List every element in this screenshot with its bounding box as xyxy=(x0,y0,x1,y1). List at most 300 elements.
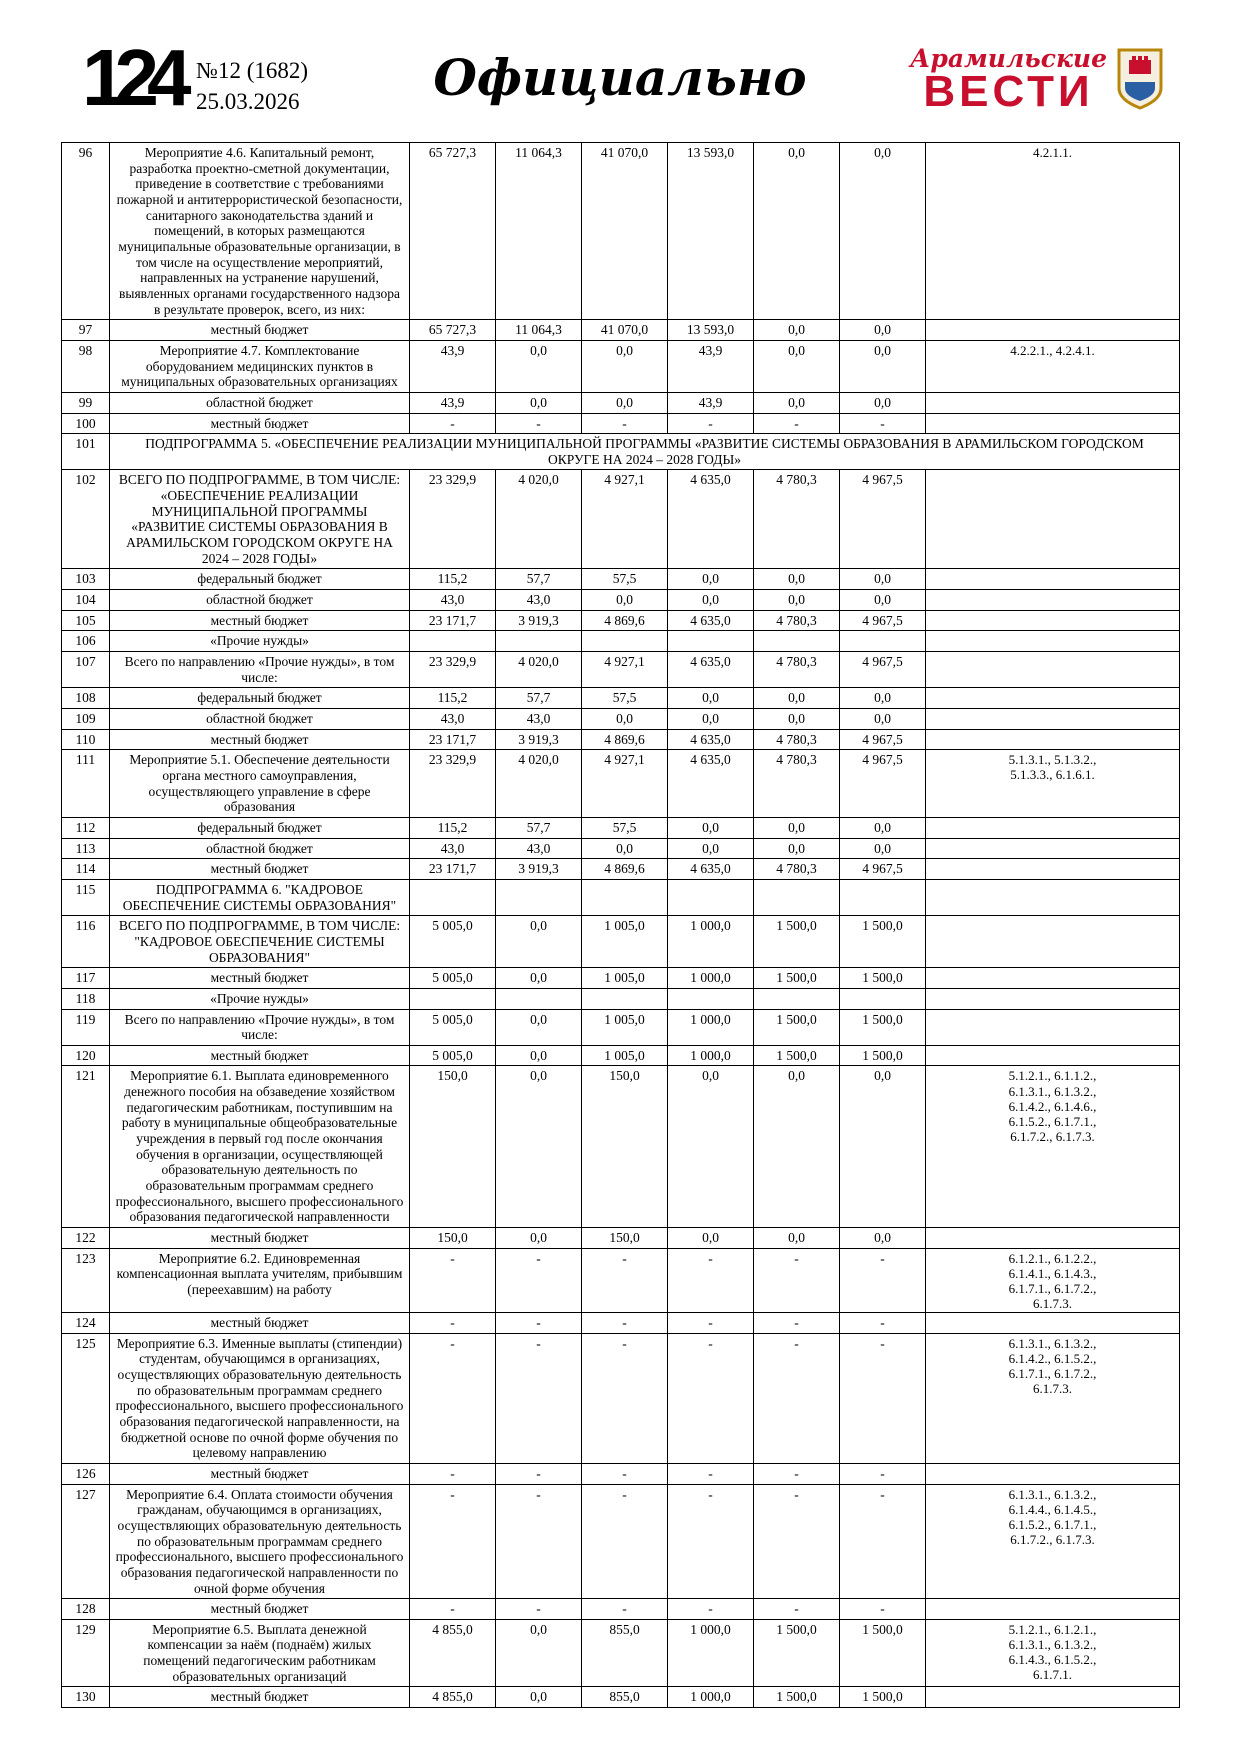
value-cell: 150,0 xyxy=(410,1066,496,1228)
budget-table xyxy=(61,142,1180,1708)
value-cell: 0,0 xyxy=(582,590,668,611)
description-cell: местный бюджет xyxy=(110,1045,410,1066)
value-cell: - xyxy=(840,413,926,434)
value-cell: - xyxy=(496,1333,582,1463)
value-cell: 23 171,7 xyxy=(410,729,496,750)
value-cell: 3 919,3 xyxy=(496,729,582,750)
table-row xyxy=(62,631,1180,652)
codes-cell xyxy=(926,652,1180,688)
description-cell: областной бюджет xyxy=(110,838,410,859)
codes-cell xyxy=(926,631,1180,652)
codes-cell xyxy=(926,320,1180,341)
value-cell: 0,0 xyxy=(754,392,840,413)
description-cell: ПОДПРОГРАММА 6. "КАДРОВОЕ ОБЕСПЕЧЕНИЕ СИСТЕМЫ ОБРАЗОВАНИЯ" xyxy=(110,879,410,915)
table-row xyxy=(62,470,1180,569)
value-cell: - xyxy=(582,1248,668,1312)
value-cell: - xyxy=(668,1463,754,1484)
value-cell: - xyxy=(410,1248,496,1312)
value-cell: - xyxy=(582,1333,668,1463)
value-cell xyxy=(582,988,668,1009)
codes-text: 6.1.3.1., 6.1.3.2., 6.1.4.4., 6.1.4.5., 6.1.5.2., 6.1.7.1., 6.1.7.2., 6.1.7.3. xyxy=(1008,1486,1097,1547)
value-cell: 0,0 xyxy=(668,590,754,611)
row-number-cell: 127 xyxy=(62,1484,110,1599)
value-cell: 4 967,5 xyxy=(840,470,926,569)
value-cell: 4 635,0 xyxy=(668,750,754,818)
description-cell: Мероприятие 4.6. Капитальный ремонт, разработка проектно-сметной документации, приведение в соответствие с требованиями пожарной и антитеррористической безопасности, санитарного законодательства зданий и помещений, в которых размещаются муниципальные образовательные организации, в том числе на осуществление мероприятий, направленных на устранение нарушений, выявленных органами государственного надзора в результате проверок, всего, из них: xyxy=(110,143,410,320)
value-cell: 1 500,0 xyxy=(840,916,926,968)
value-cell: - xyxy=(668,1484,754,1599)
codes-cell xyxy=(926,1248,1180,1312)
value-cell: 0,0 xyxy=(840,590,926,611)
row-number-cell: 130 xyxy=(62,1687,110,1708)
value-cell: 4 780,3 xyxy=(754,610,840,631)
value-cell: - xyxy=(840,1599,926,1620)
value-cell: 150,0 xyxy=(582,1228,668,1249)
codes-cell xyxy=(926,1045,1180,1066)
issue-info xyxy=(196,55,308,117)
description-cell: местный бюджет xyxy=(110,320,410,341)
description-cell: местный бюджет xyxy=(110,729,410,750)
value-cell xyxy=(840,631,926,652)
value-cell: - xyxy=(668,1248,754,1312)
value-cell: 5 005,0 xyxy=(410,916,496,968)
row-number-cell: 126 xyxy=(62,1463,110,1484)
value-cell: 23 329,9 xyxy=(410,750,496,818)
value-cell: - xyxy=(840,1333,926,1463)
value-cell xyxy=(668,631,754,652)
row-number-cell: 124 xyxy=(62,1313,110,1334)
value-cell: - xyxy=(840,1484,926,1599)
value-cell: 5 005,0 xyxy=(410,1045,496,1066)
codes-cell xyxy=(926,750,1180,818)
table-row xyxy=(62,709,1180,730)
table-row xyxy=(62,340,1180,392)
value-cell: 0,0 xyxy=(668,709,754,730)
value-cell: 4 020,0 xyxy=(496,750,582,818)
description-cell: местный бюджет xyxy=(110,859,410,880)
table-row xyxy=(62,434,1180,470)
value-cell: 0,0 xyxy=(754,709,840,730)
value-cell: 0,0 xyxy=(754,1228,840,1249)
value-cell: 1 005,0 xyxy=(582,916,668,968)
value-cell: 57,5 xyxy=(582,817,668,838)
table-row xyxy=(62,988,1180,1009)
row-number-cell: 106 xyxy=(62,631,110,652)
value-cell: 1 500,0 xyxy=(840,1687,926,1708)
value-cell: 1 005,0 xyxy=(582,968,668,989)
codes-cell xyxy=(926,1066,1180,1228)
description-cell: федеральный бюджет xyxy=(110,817,410,838)
description-cell: федеральный бюджет xyxy=(110,688,410,709)
value-cell: 4 635,0 xyxy=(668,729,754,750)
value-cell: 1 500,0 xyxy=(754,968,840,989)
row-number-cell: 112 xyxy=(62,817,110,838)
codes-text: 4.2.2.1., 4.2.4.1. xyxy=(1010,342,1095,358)
value-cell: 1 500,0 xyxy=(840,968,926,989)
table-row xyxy=(62,392,1180,413)
codes-cell xyxy=(926,340,1180,392)
value-cell: 1 000,0 xyxy=(668,1009,754,1045)
value-cell: 5 005,0 xyxy=(410,968,496,989)
row-number-cell: 113 xyxy=(62,838,110,859)
value-cell: 0,0 xyxy=(668,1228,754,1249)
value-cell: - xyxy=(582,1599,668,1620)
value-cell: 57,7 xyxy=(496,817,582,838)
description-cell: Мероприятие 6.3. Именные выплаты (стипендии) студентам, обучающимся в организациях, осуществляющих образовательную деятельность по образовательным программам среднего профессионального, высшего профессионального образования педагогической направленности, на бюджетной основе по очной форме обучения по целевому направлению xyxy=(110,1333,410,1463)
value-cell: 4 967,5 xyxy=(840,729,926,750)
row-number-cell: 123 xyxy=(62,1248,110,1312)
codes-cell xyxy=(926,1484,1180,1599)
value-cell: - xyxy=(668,1333,754,1463)
value-cell: 23 329,9 xyxy=(410,470,496,569)
value-cell: 43,0 xyxy=(410,590,496,611)
value-cell: 4 967,5 xyxy=(840,859,926,880)
value-cell: 0,0 xyxy=(840,320,926,341)
description-cell: местный бюджет xyxy=(110,968,410,989)
table-row xyxy=(62,569,1180,590)
value-cell: 4 635,0 xyxy=(668,652,754,688)
value-cell xyxy=(582,879,668,915)
value-cell: 23 171,7 xyxy=(410,610,496,631)
codes-cell xyxy=(926,916,1180,968)
description-cell: местный бюджет xyxy=(110,1313,410,1334)
value-cell xyxy=(582,631,668,652)
row-number-cell: 117 xyxy=(62,968,110,989)
description-cell: местный бюджет xyxy=(110,413,410,434)
value-cell: 1 005,0 xyxy=(582,1045,668,1066)
description-cell: местный бюджет xyxy=(110,1228,410,1249)
value-cell: - xyxy=(840,1248,926,1312)
value-cell: 115,2 xyxy=(410,817,496,838)
value-cell: 1 500,0 xyxy=(754,1045,840,1066)
value-cell: 855,0 xyxy=(582,1619,668,1687)
coat-of-arms-icon xyxy=(1117,48,1163,110)
value-cell: - xyxy=(582,413,668,434)
brand-name-top: Арамильские xyxy=(910,44,1107,73)
codes-cell xyxy=(926,143,1180,320)
value-cell xyxy=(410,631,496,652)
codes-text: 5.1.2.1., 6.1.1.2., 6.1.3.1., 6.1.3.2., 6.1.4.2., 6.1.4.6., 6.1.5.2., 6.1.7.1., 6.1.7.2., 6.1.7.3. xyxy=(1008,1068,1097,1144)
value-cell: 0,0 xyxy=(754,569,840,590)
value-cell: 57,7 xyxy=(496,688,582,709)
value-cell: - xyxy=(754,1313,840,1334)
table-row xyxy=(62,652,1180,688)
codes-cell xyxy=(926,392,1180,413)
brand-name-bottom: ВЕСТИ xyxy=(923,67,1094,116)
value-cell: 23 171,7 xyxy=(410,859,496,880)
value-cell: - xyxy=(668,1599,754,1620)
codes-cell xyxy=(926,413,1180,434)
value-cell: 0,0 xyxy=(582,392,668,413)
value-cell: 43,9 xyxy=(410,340,496,392)
value-cell: - xyxy=(668,413,754,434)
value-cell: 115,2 xyxy=(410,688,496,709)
value-cell: 4 020,0 xyxy=(496,652,582,688)
row-number-cell: 129 xyxy=(62,1619,110,1687)
value-cell: - xyxy=(496,1484,582,1599)
value-cell: 0,0 xyxy=(840,392,926,413)
section-heading-cell: ПОДПРОГРАММА 5. «ОБЕСПЕЧЕНИЕ РЕАЛИЗАЦИИ МУНИЦИПАЛЬНОЙ ПРОГРАММЫ «РАЗВИТИЕ СИСТЕМЫ ОБРАЗОВАНИЯ В АРАМИЛЬСКОМ ГОРОДСКОМ ОКРУГЕ НА 2024 – 2028 ГОДЫ» xyxy=(110,434,1180,470)
value-cell: - xyxy=(410,1313,496,1334)
issue-date: 25.03.2026 xyxy=(196,89,300,115)
codes-text: 6.1.2.1., 6.1.2.2., 6.1.4.1., 6.1.4.3., 6.1.7.1., 6.1.7.2., 6.1.7.3. xyxy=(1008,1250,1097,1311)
value-cell: 0,0 xyxy=(754,340,840,392)
value-cell: - xyxy=(754,1599,840,1620)
value-cell: - xyxy=(410,1599,496,1620)
row-number-cell: 97 xyxy=(62,320,110,341)
value-cell xyxy=(840,988,926,1009)
value-cell: 0,0 xyxy=(754,838,840,859)
value-cell: 0,0 xyxy=(840,817,926,838)
codes-text: 4.2.1.1. xyxy=(1033,145,1072,160)
value-cell: - xyxy=(496,1463,582,1484)
value-cell: 4 855,0 xyxy=(410,1619,496,1687)
value-cell: 43,9 xyxy=(668,340,754,392)
value-cell: 13 593,0 xyxy=(668,143,754,320)
value-cell: 4 780,3 xyxy=(754,470,840,569)
codes-cell xyxy=(926,1009,1180,1045)
value-cell: 4 967,5 xyxy=(840,610,926,631)
row-number-cell: 103 xyxy=(62,569,110,590)
value-cell: 4 855,0 xyxy=(410,1687,496,1708)
value-cell: 0,0 xyxy=(496,1009,582,1045)
row-number-cell: 101 xyxy=(62,434,110,470)
row-number-cell: 109 xyxy=(62,709,110,730)
value-cell: 4 780,3 xyxy=(754,652,840,688)
value-cell: 3 919,3 xyxy=(496,610,582,631)
value-cell xyxy=(496,879,582,915)
value-cell: 0,0 xyxy=(582,340,668,392)
value-cell: - xyxy=(754,1248,840,1312)
table-row xyxy=(62,1066,1180,1228)
value-cell: 41 070,0 xyxy=(582,320,668,341)
value-cell: - xyxy=(754,1484,840,1599)
codes-text: 5.1.2.1., 6.1.2.1., 6.1.3.1., 6.1.3.2., 6.1.4.3., 6.1.5.2., 6.1.7.1. xyxy=(1008,1621,1097,1683)
value-cell: - xyxy=(496,1599,582,1620)
section-title: Официально xyxy=(433,48,807,107)
table-row xyxy=(62,1463,1180,1484)
value-cell: 0,0 xyxy=(754,590,840,611)
value-cell: - xyxy=(410,413,496,434)
value-cell: 0,0 xyxy=(840,340,926,392)
value-cell: 855,0 xyxy=(582,1687,668,1708)
value-cell: 0,0 xyxy=(496,968,582,989)
table-row xyxy=(62,916,1180,968)
value-cell: 0,0 xyxy=(754,320,840,341)
codes-cell xyxy=(926,879,1180,915)
table-row xyxy=(62,968,1180,989)
value-cell: 4 635,0 xyxy=(668,470,754,569)
description-cell: ВСЕГО ПО ПОДПРОГРАММЕ, В ТОМ ЧИСЛЕ: «ОБЕСПЕЧЕНИЕ РЕАЛИЗАЦИИ МУНИЦИПАЛЬНОЙ ПРОГРАММЫ «РАЗВИТИЕ СИСТЕМЫ ОБРАЗОВАНИЯ В АРАМИЛЬСКОМ ГОРОДСКОМ ОКРУГЕ НА 2024 – 2028 ГОДЫ» xyxy=(110,470,410,569)
value-cell: 0,0 xyxy=(754,1066,840,1228)
row-number-cell: 118 xyxy=(62,988,110,1009)
codes-cell xyxy=(926,817,1180,838)
codes-cell xyxy=(926,729,1180,750)
value-cell: 1 500,0 xyxy=(840,1009,926,1045)
codes-cell xyxy=(926,590,1180,611)
value-cell xyxy=(754,988,840,1009)
codes-cell xyxy=(926,988,1180,1009)
description-cell: Мероприятие 6.4. Оплата стоимости обучения гражданам, обучающимся в организациях, осуществляющих образовательную деятельность по образовательным программам среднего профессионального, высшего профессионального образования педагогической направленности по очной форме обучения xyxy=(110,1484,410,1599)
value-cell: 0,0 xyxy=(754,688,840,709)
newspaper-brand xyxy=(910,44,1163,116)
codes-cell xyxy=(926,610,1180,631)
codes-cell xyxy=(926,859,1180,880)
value-cell: 0,0 xyxy=(496,1045,582,1066)
value-cell: - xyxy=(582,1484,668,1599)
value-cell: 0,0 xyxy=(840,1066,926,1228)
codes-text: 5.1.3.1., 5.1.3.2., 5.1.3.3., 6.1.6.1. xyxy=(1008,752,1097,783)
value-cell xyxy=(410,988,496,1009)
value-cell: - xyxy=(668,1313,754,1334)
value-cell: - xyxy=(754,1333,840,1463)
value-cell: 0,0 xyxy=(840,688,926,709)
value-cell: 1 500,0 xyxy=(754,1619,840,1687)
value-cell: 4 020,0 xyxy=(496,470,582,569)
value-cell: 4 967,5 xyxy=(840,750,926,818)
codes-cell xyxy=(926,1463,1180,1484)
table-row xyxy=(62,879,1180,915)
value-cell: 43,0 xyxy=(496,838,582,859)
value-cell: 0,0 xyxy=(840,1228,926,1249)
table-row xyxy=(62,1333,1180,1463)
description-cell: местный бюджет xyxy=(110,1463,410,1484)
value-cell: 150,0 xyxy=(582,1066,668,1228)
table-row xyxy=(62,413,1180,434)
row-number-cell: 119 xyxy=(62,1009,110,1045)
table-row xyxy=(62,859,1180,880)
table-row xyxy=(62,1599,1180,1620)
row-number-cell: 114 xyxy=(62,859,110,880)
value-cell xyxy=(668,879,754,915)
value-cell: 0,0 xyxy=(496,1066,582,1228)
table-row xyxy=(62,838,1180,859)
row-number-cell: 107 xyxy=(62,652,110,688)
value-cell: 0,0 xyxy=(668,688,754,709)
value-cell: 4 780,3 xyxy=(754,750,840,818)
codes-cell xyxy=(926,1619,1180,1687)
value-cell: - xyxy=(840,1313,926,1334)
value-cell: 43,0 xyxy=(410,838,496,859)
description-cell: областной бюджет xyxy=(110,392,410,413)
value-cell: - xyxy=(410,1484,496,1599)
codes-cell xyxy=(926,470,1180,569)
value-cell: - xyxy=(410,1333,496,1463)
page-number: 124 xyxy=(82,33,180,122)
value-cell: 57,7 xyxy=(496,569,582,590)
row-number-cell: 96 xyxy=(62,143,110,320)
table-row xyxy=(62,320,1180,341)
value-cell: 4 869,6 xyxy=(582,729,668,750)
codes-cell xyxy=(926,688,1180,709)
value-cell: 4 927,1 xyxy=(582,750,668,818)
value-cell: 1 000,0 xyxy=(668,1045,754,1066)
value-cell xyxy=(410,879,496,915)
codes-cell xyxy=(926,968,1180,989)
description-cell: Мероприятие 4.7. Комплектование оборудованием медицинских пунктов в муниципальных образовательных организациях xyxy=(110,340,410,392)
value-cell: 115,2 xyxy=(410,569,496,590)
value-cell: 1 500,0 xyxy=(840,1045,926,1066)
row-number-cell: 102 xyxy=(62,470,110,569)
table-row xyxy=(62,1228,1180,1249)
value-cell: 1 500,0 xyxy=(754,1687,840,1708)
value-cell: 0,0 xyxy=(582,709,668,730)
value-cell: 13 593,0 xyxy=(668,320,754,341)
description-cell: местный бюджет xyxy=(110,1599,410,1620)
value-cell: 0,0 xyxy=(496,392,582,413)
row-number-cell: 105 xyxy=(62,610,110,631)
description-cell: областной бюджет xyxy=(110,709,410,730)
description-cell: федеральный бюджет xyxy=(110,569,410,590)
table-row xyxy=(62,1313,1180,1334)
value-cell: 57,5 xyxy=(582,569,668,590)
value-cell: 43,9 xyxy=(410,392,496,413)
value-cell: 0,0 xyxy=(840,838,926,859)
codes-cell xyxy=(926,1313,1180,1334)
value-cell: 4 780,3 xyxy=(754,729,840,750)
table-row xyxy=(62,143,1180,320)
row-number-cell: 121 xyxy=(62,1066,110,1228)
value-cell: 4 635,0 xyxy=(668,610,754,631)
value-cell: 1 500,0 xyxy=(754,1009,840,1045)
value-cell: 1 000,0 xyxy=(668,1687,754,1708)
value-cell: 65 727,3 xyxy=(410,320,496,341)
description-cell: Всего по направлению «Прочие нужды», в том числе: xyxy=(110,1009,410,1045)
description-cell: местный бюджет xyxy=(110,610,410,631)
table-row xyxy=(62,610,1180,631)
value-cell: - xyxy=(410,1463,496,1484)
value-cell: 11 064,3 xyxy=(496,143,582,320)
description-cell: местный бюджет xyxy=(110,1687,410,1708)
value-cell: - xyxy=(840,1463,926,1484)
codes-cell xyxy=(926,1228,1180,1249)
row-number-cell: 110 xyxy=(62,729,110,750)
value-cell: 0,0 xyxy=(582,838,668,859)
value-cell: 4 927,1 xyxy=(582,470,668,569)
value-cell: 23 329,9 xyxy=(410,652,496,688)
row-number-cell: 116 xyxy=(62,916,110,968)
table-row xyxy=(62,750,1180,818)
row-number-cell: 98 xyxy=(62,340,110,392)
table-row xyxy=(62,590,1180,611)
value-cell: 0,0 xyxy=(754,817,840,838)
value-cell: 1 000,0 xyxy=(668,916,754,968)
codes-text: 6.1.3.1., 6.1.3.2., 6.1.4.2., 6.1.5.2., 6.1.7.1., 6.1.7.2., 6.1.7.3. xyxy=(1008,1335,1097,1396)
codes-cell xyxy=(926,709,1180,730)
description-cell: ВСЕГО ПО ПОДПРОГРАММЕ, В ТОМ ЧИСЛЕ: "КАДРОВОЕ ОБЕСПЕЧЕНИЕ СИСТЕМЫ ОБРАЗОВАНИЯ" xyxy=(110,916,410,968)
value-cell: 0,0 xyxy=(840,143,926,320)
value-cell: 0,0 xyxy=(668,569,754,590)
codes-cell xyxy=(926,1333,1180,1463)
description-cell: Мероприятие 5.1. Обеспечение деятельности органа местного самоуправления, осуществляющего управление в сфере образования xyxy=(110,750,410,818)
value-cell: - xyxy=(496,413,582,434)
table-row xyxy=(62,1484,1180,1599)
value-cell xyxy=(754,879,840,915)
codes-cell xyxy=(926,569,1180,590)
value-cell: 11 064,3 xyxy=(496,320,582,341)
value-cell: 150,0 xyxy=(410,1228,496,1249)
table-row xyxy=(62,817,1180,838)
description-cell: Всего по направлению «Прочие нужды», в том числе: xyxy=(110,652,410,688)
value-cell: 57,5 xyxy=(582,688,668,709)
row-number-cell: 120 xyxy=(62,1045,110,1066)
value-cell: 5 005,0 xyxy=(410,1009,496,1045)
table-row xyxy=(62,1248,1180,1312)
table-row xyxy=(62,1045,1180,1066)
value-cell xyxy=(496,988,582,1009)
value-cell: 1 000,0 xyxy=(668,1619,754,1687)
row-number-cell: 111 xyxy=(62,750,110,818)
